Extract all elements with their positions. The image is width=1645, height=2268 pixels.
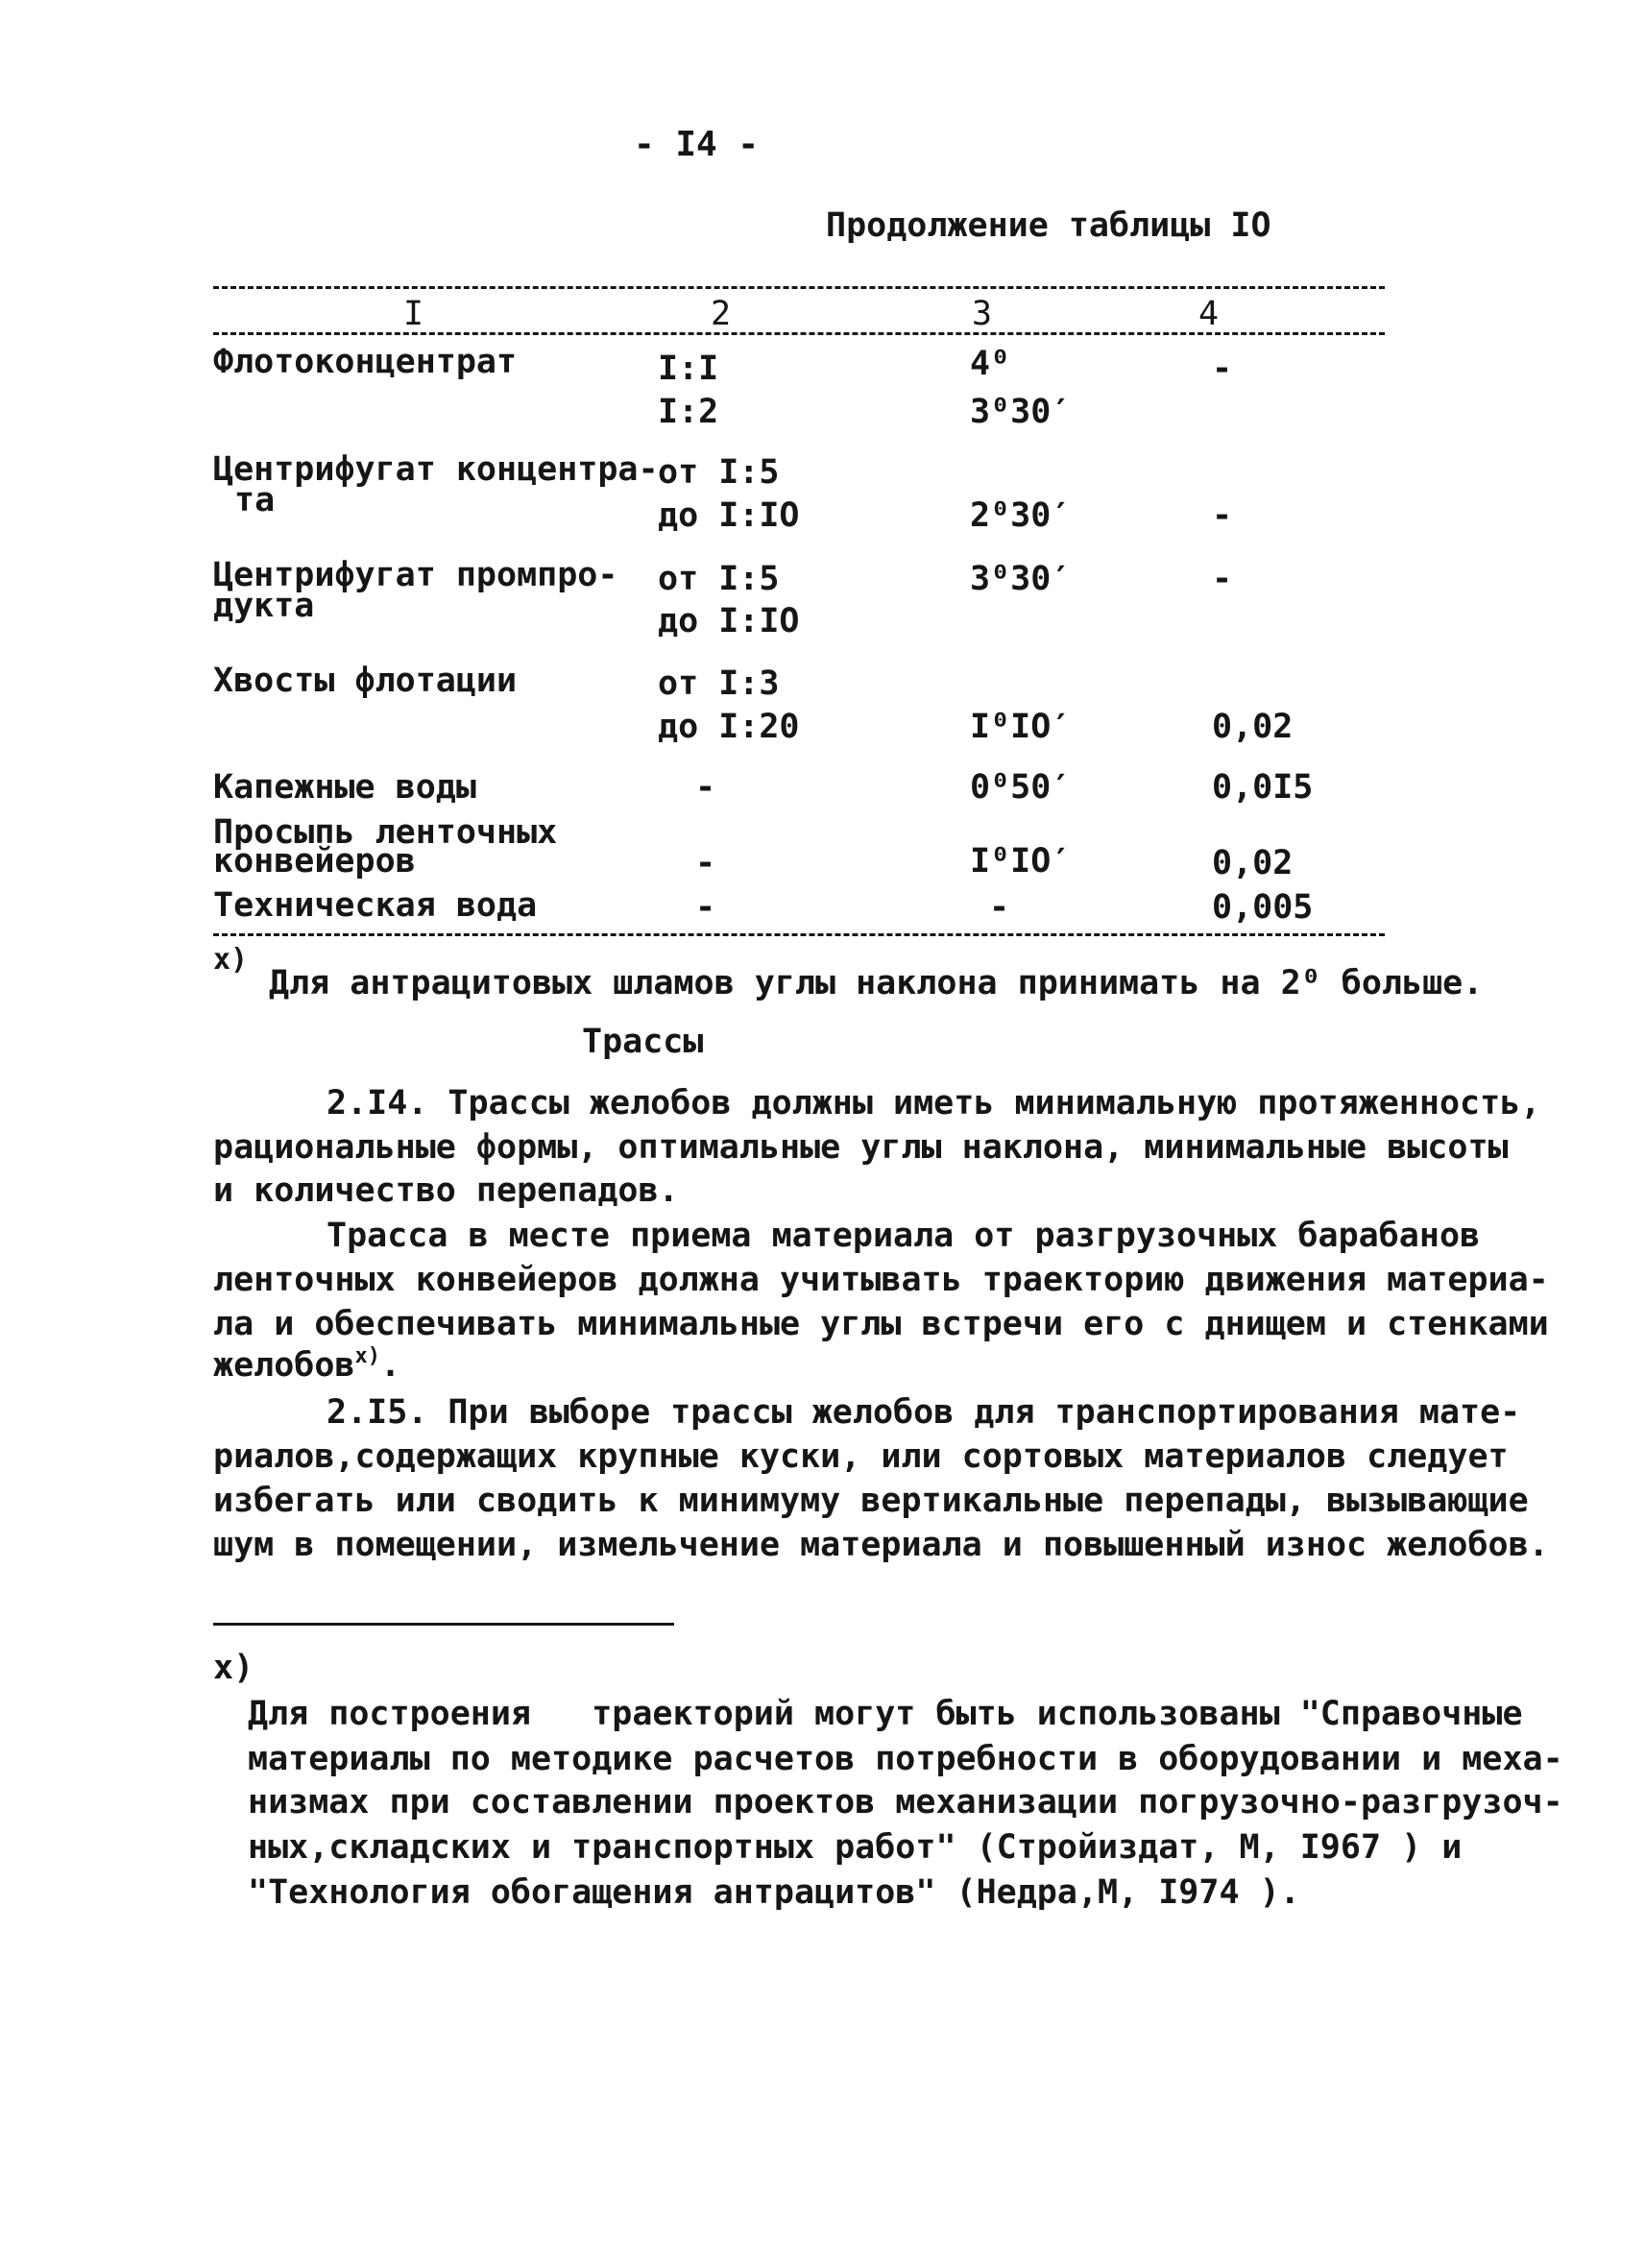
col-header-4: 4 [1198, 295, 1220, 333]
paragraph-line: риалов,содержащих крупные куски, или сортовых материалов следует [213, 1437, 1509, 1476]
table-caption: Продолжение таблицы IO [826, 206, 1271, 245]
paragraph-end: . [380, 1346, 401, 1385]
paragraph-line: рациональные формы, оптимальные углы наклона, минимальные высоты [213, 1128, 1509, 1167]
ratio-cell: I:2 [658, 393, 719, 431]
angle-cell: 3⁰30′ [970, 560, 1072, 598]
table-header-rule [213, 332, 1385, 335]
footnote-line: Для построения траекторий могут быть использованы "Справочные [248, 1695, 1523, 1733]
table-top-rule [213, 286, 1385, 289]
footnote-reference: x) [354, 1344, 381, 1368]
row-label: Центрифугат промпро- [213, 556, 618, 594]
row-label: Центрифугат концентра- [213, 450, 659, 489]
slope-cell: 0,0I5 [1212, 768, 1314, 807]
ratio-cell: до I:IO [658, 496, 800, 535]
slope-cell: - [1212, 350, 1233, 388]
ratio-cell: до I:20 [658, 708, 800, 746]
angle-cell: I⁰IO′ [970, 708, 1072, 746]
col-header-2: 2 [711, 295, 732, 333]
paragraph-line: ленточных конвейеров должна учитывать траекторию движения материа- [213, 1261, 1549, 1299]
col-header-3: 3 [972, 295, 993, 333]
ratio-cell: I:I [658, 350, 719, 388]
col-header-1: I [403, 295, 424, 333]
footnote-line: материалы по методике расчетов потребности в оборудовании и меха- [248, 1740, 1563, 1778]
ratio-cell: от I:3 [658, 664, 780, 703]
row-label: Хвосты флотации [213, 662, 518, 700]
paragraph-line: и количество перепадов. [213, 1171, 679, 1210]
slope-cell: 0,02 [1212, 708, 1294, 746]
paragraph-line: 2.I5. При выборе трассы желобов для транспортирования мате- [327, 1393, 1521, 1432]
row-label: Просыпь ленточных [213, 813, 558, 852]
row-label-continued: дукта [213, 587, 315, 625]
ratio-cell: до I:IO [658, 602, 800, 640]
ratio-cell: - [695, 768, 716, 807]
slope-cell: 0,005 [1212, 888, 1314, 927]
slope-cell: - [1212, 496, 1233, 535]
footnote-line: низмах при составлении проектов механизации погрузочно-разгрузоч- [248, 1783, 1563, 1822]
angle-cell: 0⁰50′ [970, 768, 1072, 807]
paragraph-line: 2.I4. Трассы желобов должны иметь минимальную протяженность, [327, 1084, 1541, 1122]
slope-cell: 0,02 [1212, 844, 1294, 882]
ratio-cell: - [695, 888, 716, 927]
paragraph-line-last [213, 1344, 401, 1385]
angle-cell: 2⁰30′ [970, 496, 1072, 535]
paragraph-line: ла и обеспечивать минимальные углы встречи его с днищем и стенками [213, 1305, 1549, 1343]
angle-cell: 4⁰ [970, 345, 1011, 383]
note-marker: x) [213, 943, 249, 977]
row-label: Капежные воды [213, 768, 476, 807]
row-label-continued: та [234, 481, 276, 519]
paragraph-line: Трасса в месте приема материала от разгрузочных барабанов [327, 1217, 1481, 1255]
angle-cell: I⁰IO′ [970, 842, 1072, 881]
angle-cell: 3⁰30′ [970, 393, 1072, 431]
row-label: Флотоконцентрат [213, 343, 518, 381]
row-label: Техническая вода [213, 886, 538, 925]
ratio-cell: - [695, 844, 716, 882]
page-number: - I4 - [634, 125, 760, 164]
ratio-cell: от I:5 [658, 453, 780, 492]
row-label-continued: конвейеров [213, 842, 416, 881]
footnote-line: ных,складских и транспортных работ" (Стройиздат, М, I967 ) и [248, 1828, 1463, 1867]
paragraph-line: избегать или сводить к минимуму вертикальные перепады, вызывающие [213, 1482, 1529, 1520]
slope-cell: - [1212, 560, 1233, 598]
note-text: Для антрацитовых шламов углы наклона принимать на 2⁰ больше. [269, 964, 1484, 1002]
section-title: Трассы [582, 1023, 704, 1061]
paragraph-line: шум в помещении, измельчение материала и повышенный износ желобов. [213, 1526, 1549, 1564]
ratio-cell: от I:5 [658, 560, 780, 598]
footnote-marker: x) [213, 1649, 254, 1687]
footnote-line: "Технология обогащения антрацитов" (Недра,М, I974 ). [248, 1873, 1300, 1912]
paragraph-text: желобов [213, 1346, 355, 1385]
footnote-separator [213, 1623, 674, 1626]
angle-cell: - [989, 888, 1010, 927]
table-bottom-rule [213, 933, 1385, 936]
